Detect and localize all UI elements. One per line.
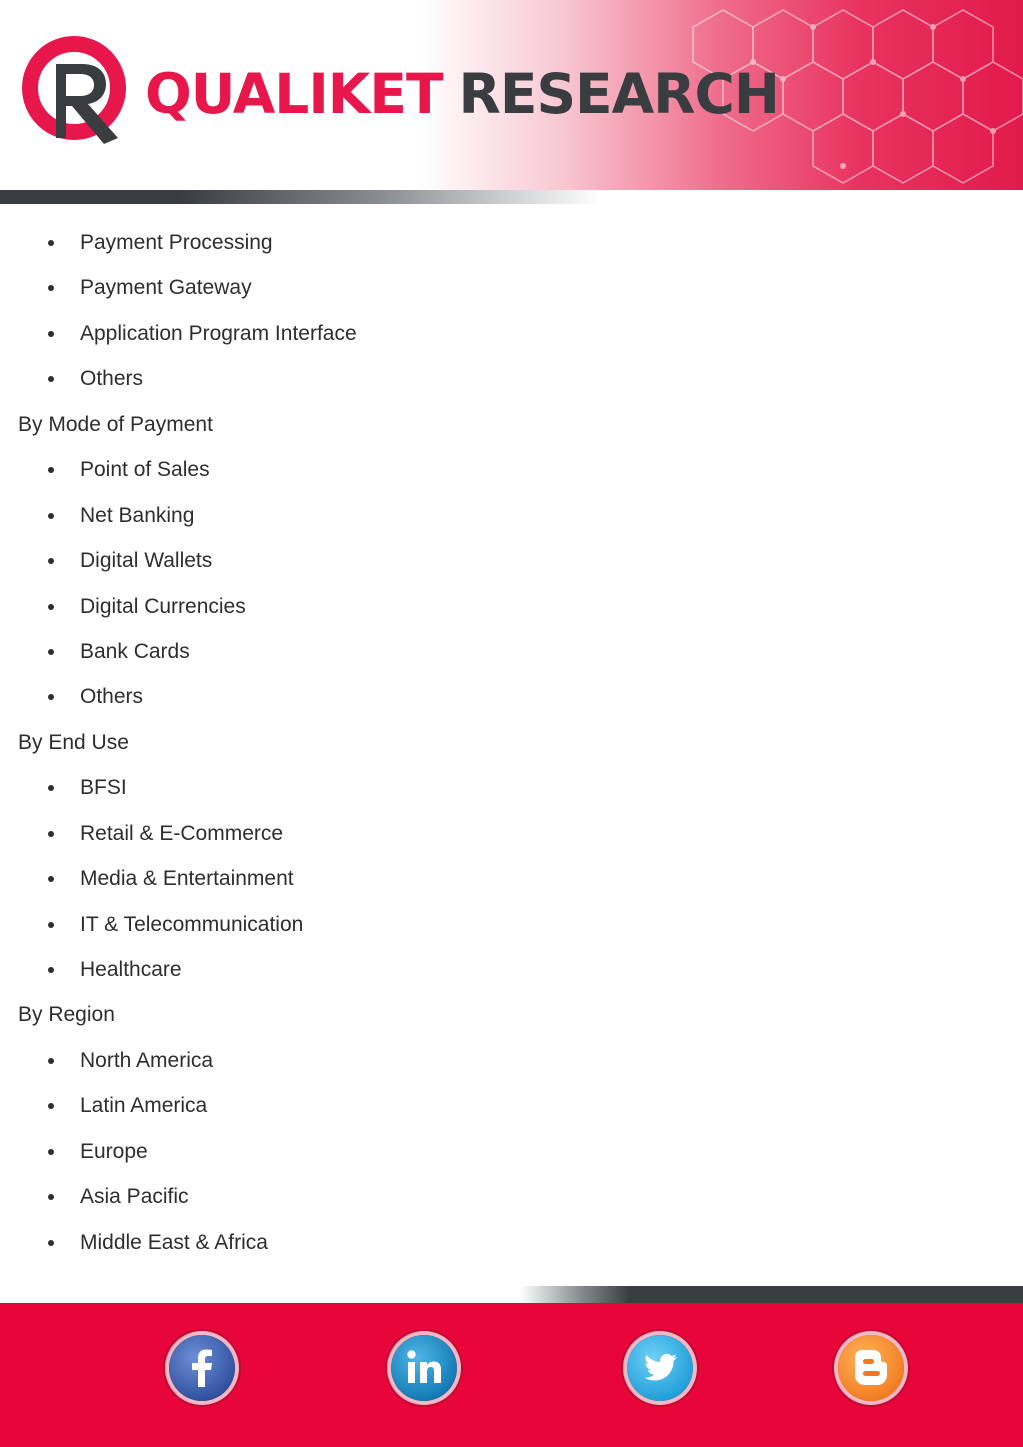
list-item — [0, 629, 1023, 674]
bullet-icon — [48, 513, 54, 519]
list-item — [0, 947, 1023, 992]
bullet-icon — [48, 831, 54, 837]
twitter-icon[interactable] — [627, 1335, 693, 1401]
list-item-text: IT & Telecommunication — [80, 912, 304, 936]
list-item — [0, 311, 1023, 356]
bullet-icon — [48, 467, 54, 473]
list-item-text: Media & Entertainment — [80, 867, 294, 891]
list-item — [0, 356, 1023, 401]
list-item-text: Digital Wallets — [80, 549, 213, 573]
section-heading: By End Use — [18, 730, 129, 754]
list-item — [0, 1174, 1023, 1219]
bullet-icon — [48, 604, 54, 610]
segmentation-list — [0, 220, 1023, 1265]
bullet-icon — [48, 694, 54, 700]
bullet-icon — [48, 649, 54, 655]
list-item-text: Asia Pacific — [80, 1185, 189, 1209]
footer-divider-bar — [520, 1286, 1023, 1303]
bullet-icon — [48, 285, 54, 291]
list-item-text: Payment Gateway — [80, 276, 252, 300]
list-item — [0, 1038, 1023, 1083]
list-item — [0, 902, 1023, 947]
bullet-icon — [48, 240, 54, 246]
bullet-icon — [48, 1240, 54, 1246]
list-item-text: Others — [80, 685, 144, 709]
list-item-text: Others — [80, 367, 144, 391]
list-item — [0, 1129, 1023, 1174]
brand-secondary-text: RESEARCH — [458, 62, 779, 126]
list-item-text: Digital Currencies — [80, 594, 246, 618]
list-item-text: Bank Cards — [80, 639, 190, 663]
list-item — [0, 1220, 1023, 1265]
list-item — [0, 584, 1023, 629]
bullet-icon — [48, 558, 54, 564]
section-heading: By Region — [18, 1003, 115, 1027]
list-item — [0, 265, 1023, 310]
qualiket-logo — [22, 34, 134, 150]
bullet-icon — [48, 785, 54, 791]
bullet-icon — [48, 1058, 54, 1064]
section-heading: By Mode of Payment — [18, 412, 213, 436]
facebook-icon[interactable] — [169, 1335, 235, 1401]
header-divider-bar — [0, 190, 600, 204]
bullet-icon — [48, 1103, 54, 1109]
list-item — [0, 493, 1023, 538]
list-item-text: Latin America — [80, 1094, 208, 1118]
bullet-icon — [48, 331, 54, 337]
brand-primary-text: QUALIKET — [145, 62, 443, 126]
bullet-icon — [48, 1194, 54, 1200]
blogger-icon[interactable] — [838, 1335, 904, 1401]
list-item-text: Net Banking — [80, 503, 195, 527]
list-item-text: Point of Sales — [80, 458, 210, 482]
list-item — [0, 811, 1023, 856]
list-item — [0, 674, 1023, 719]
bullet-icon — [48, 922, 54, 928]
list-item-text: North America — [80, 1048, 214, 1072]
linkedin-icon[interactable] — [391, 1335, 457, 1401]
list-item — [0, 447, 1023, 492]
list-item — [0, 1083, 1023, 1128]
list-item — [0, 538, 1023, 583]
list-item-text: Application Program Interface — [80, 321, 357, 345]
list-item-text: Payment Processing — [80, 231, 273, 254]
brand-name — [145, 62, 779, 126]
bullet-icon — [48, 967, 54, 973]
list-item — [0, 220, 1023, 265]
bullet-icon — [48, 376, 54, 382]
list-item-text: Europe — [80, 1139, 148, 1163]
list-item-text: Middle East & Africa — [80, 1230, 268, 1254]
list-item-text: Healthcare — [80, 958, 182, 981]
page-header — [0, 0, 1023, 190]
list-item — [0, 856, 1023, 901]
bullet-icon — [48, 1149, 54, 1155]
bullet-icon — [48, 876, 54, 882]
list-item-text: BFSI — [80, 776, 127, 800]
list-item — [0, 765, 1023, 810]
list-item-text: Retail & E-Commerce — [80, 821, 284, 845]
